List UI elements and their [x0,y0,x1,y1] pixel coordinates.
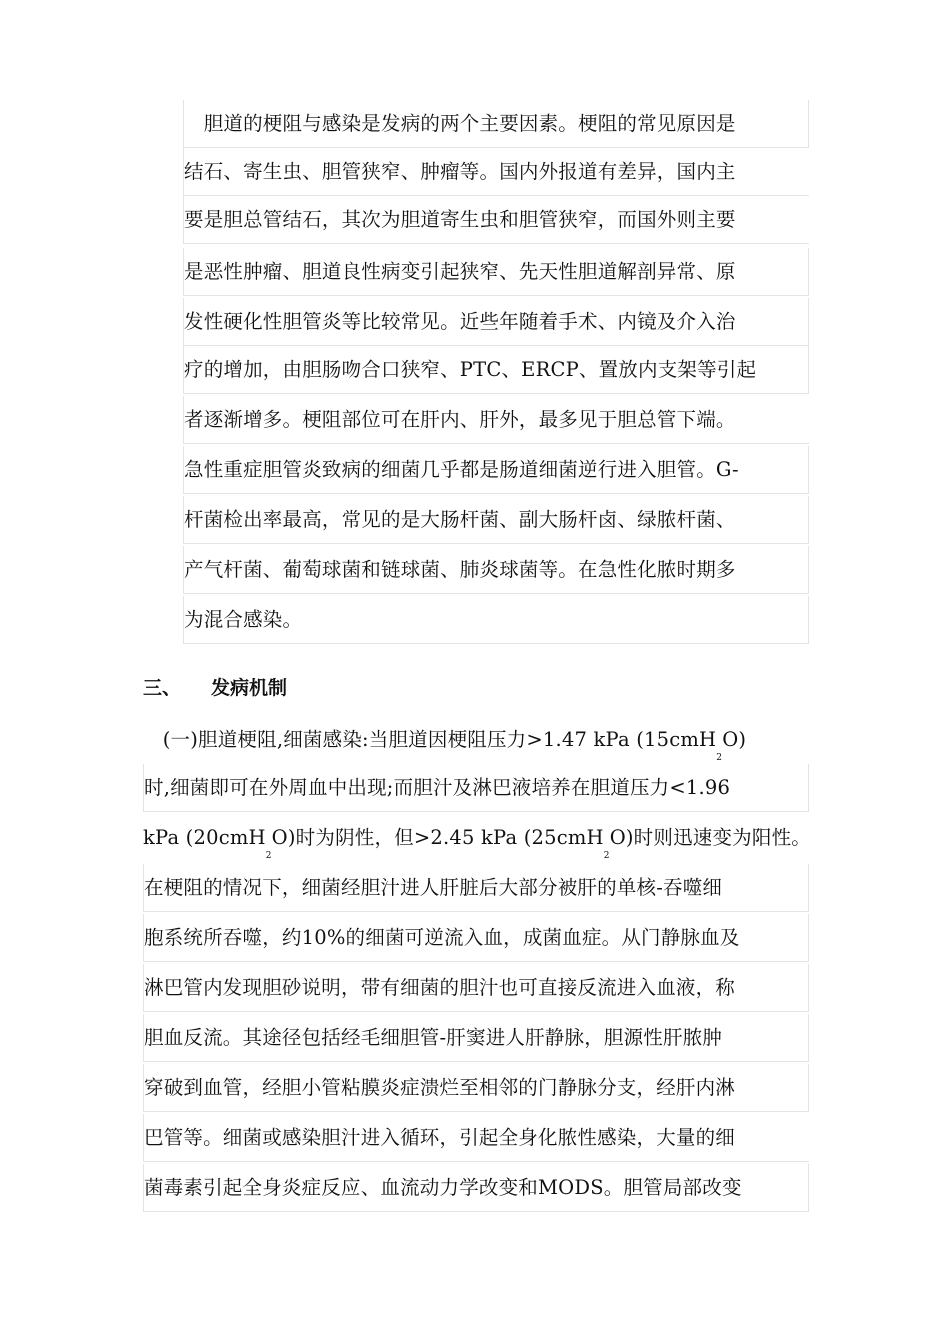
subscript: 2 [716,753,723,763]
text-line: 胆道的梗阻与感染是发病的两个主要因素。梗阻的常见原因是 [183,100,809,148]
subscript: 2 [265,851,272,861]
text-line: 为混合感染。 [183,596,809,644]
text-run: O)时为阴性，但>2.45 kPa (25cmH [271,826,604,849]
text-line: 发性硬化性胆管炎等比较常见。近些年随着手术、内镜及介入治 [183,298,809,346]
text-line: 产气杆菌、葡萄球菌和链球菌、肺炎球菌等。在急性化脓时期多 [183,546,809,594]
text-line: 穿破到血管，经胆小管粘膜炎症溃烂至相邻的门静脉分支，经肝内淋 [143,1064,809,1112]
text-line: 淋巴管内发现胆砂说明，带有细菌的胆汁也可直接反流进入血液，称 [143,964,809,1012]
text-line: 要是胆总管结石，其次为胆道寄生虫和胆管狭窄，而国外则主要 [183,196,809,244]
subscript: 2 [603,851,610,861]
text-line [143,716,809,764]
text-line: 巴管等。细菌或感染胆汁进入循环，引起全身化脓性感染，大量的细 [143,1114,809,1162]
text-line: 菌毒素引起全身炎症反应、血流动力学改变和MODS。胆管局部改变 [143,1164,809,1212]
section-heading [143,668,287,708]
text-line: 结石、寄生虫、胆管狭窄、肿瘤等。国内外报道有差异，国内主 [183,148,809,196]
text-run: O)时则迅速变为阳性。 [609,826,811,849]
text-line: 杆菌检出率最高，常见的是大肠杆菌、副大肠杆卤、绿脓杆菌、 [183,496,809,544]
text-line [143,814,809,862]
text-line: 者逐渐增多。梗阻部位可在肝内、肝外，最多见于胆总管下端。 [183,396,809,444]
text-run: O) [722,728,747,751]
text-run: (一)胆道梗阻,细菌感染:当胆道因梗阻压力>1.47 kPa (15cmH [143,728,717,751]
text-line: 疗的增加，由胆肠吻合口狭窄、PTC、ERCP、置放内支架等引起 [183,346,809,394]
text-line: 胞系统所吞噬，约10%的细菌可逆流入血，成菌血症。从门静脉血及 [143,914,809,962]
section-number: 三、 [143,677,182,699]
section-title: 发病机制 [211,677,288,699]
text-line: 胆血反流。其途径包括经毛细胆管-肝窦进人肝静脉，胆源性肝脓肿 [143,1014,809,1062]
text-line: 时,细菌即可在外周血中出现;而胆汁及淋巴液培养在胆道压力<1.96 [143,764,809,812]
text-line: 在梗阻的情况下，细菌经胆汁进人肝脏后大部分被肝的单核-吞噬细 [143,864,809,912]
text-line: 急性重症胆管炎致病的细菌几乎都是肠道细菌逆行进入胆管。G- [183,446,809,494]
text-line: 是恶性肿瘤、胆道良性病变引起狭窄、先天性胆道解剖异常、原 [183,248,809,296]
text-run: kPa (20cmH [143,826,266,849]
